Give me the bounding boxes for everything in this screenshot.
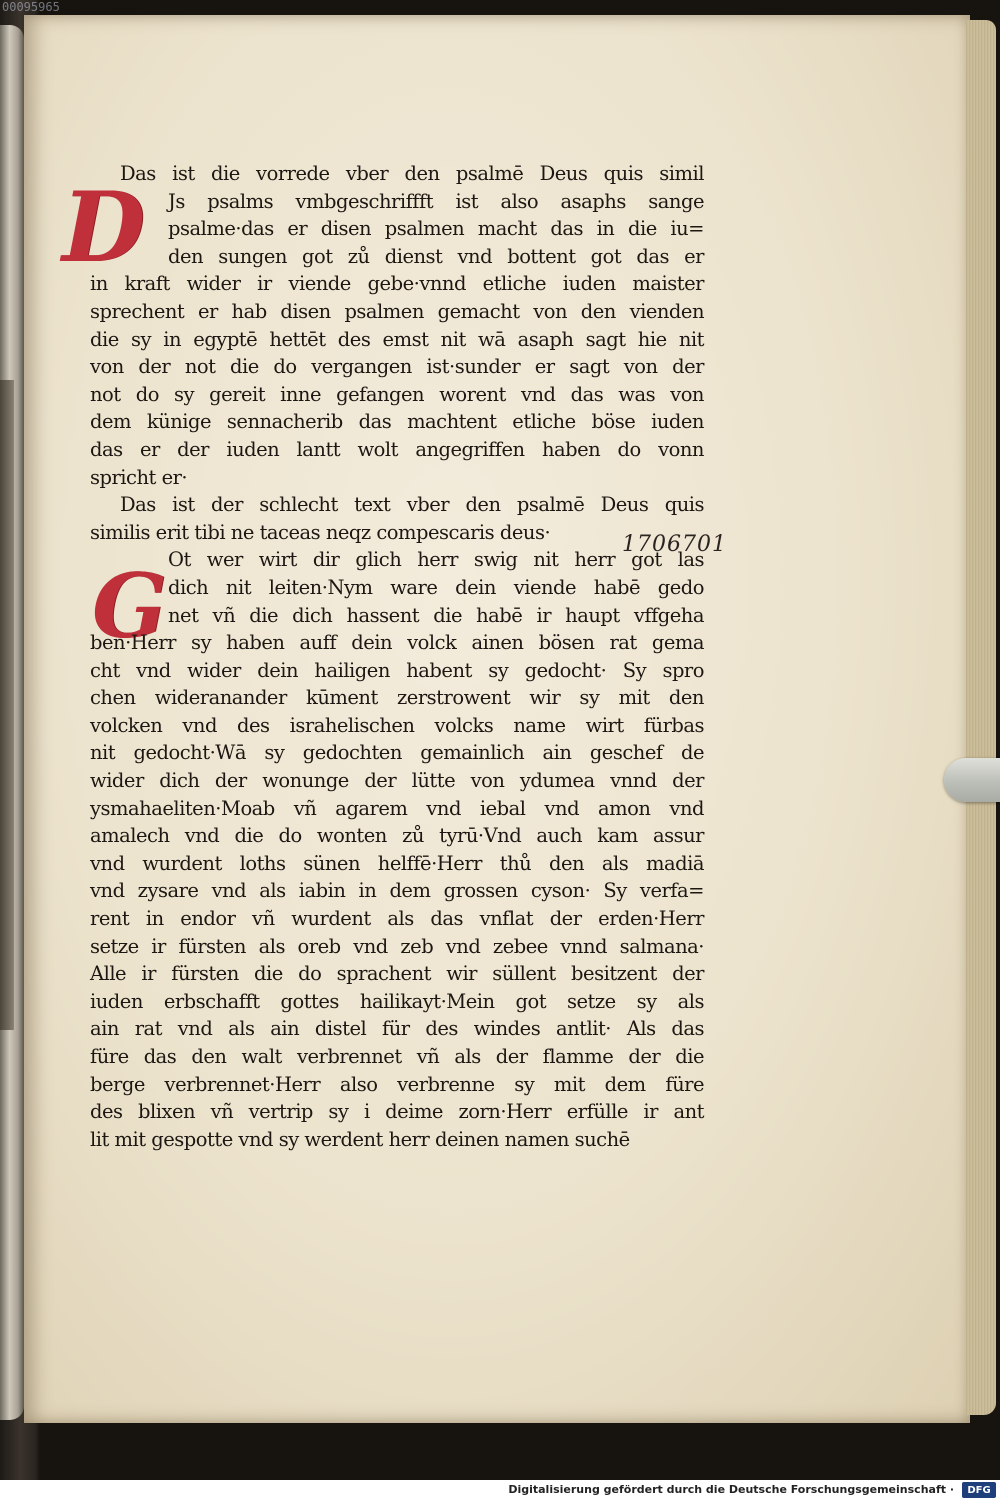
page-clip — [944, 758, 1000, 802]
text-line: ben·Herr sy haben auff dein volck ainen bösen rat gema — [90, 631, 704, 655]
text-line: des blixen vñ vertrip sy i deime zorn·Herr erfülle ir ant — [90, 1100, 704, 1124]
text-line: lit mit gespotte vnd sy werdent herr deinen namen suchē — [90, 1127, 630, 1151]
text-line: dem künige sennacherib das machtent etliche böse iuden — [90, 410, 704, 434]
text-line: psalme·das er disen psalmen macht das in die iu= — [168, 217, 704, 241]
text-line: not do sy gereit inne gefangen worent vnd das was von — [90, 382, 704, 406]
text-line: ysmahaeliten·Moab vñ agarem vnd iebal vnd amon vnd — [90, 796, 704, 820]
drop-initial-g: G — [92, 554, 168, 658]
drop-initial-d: D — [62, 171, 146, 284]
text-line: setze ir fürsten als oreb vnd zeb vnd zebee vnnd salmana· — [90, 934, 704, 958]
text-line: von der not die do vergangen ist·sunder er sagt von der — [90, 355, 704, 379]
text-line: dich nit leiten·Nym ware dein viende habē gedo — [168, 575, 704, 599]
text-line: vnd zysare vnd als iabin in dem grossen cyson· Sy verfa= — [90, 879, 704, 903]
text-line: chen wideranander kūment zerstrowent wir sy mit den — [90, 686, 704, 710]
handwritten-annotation: 1706701 — [622, 532, 727, 557]
text-line: nit gedocht·Wā sy gedochten gemainlich ain geschef de — [90, 741, 704, 765]
corner-identifier: 00095965 — [2, 0, 60, 14]
text-line: ain rat vnd als ain distel für des windes antlit· Als das — [90, 1017, 704, 1041]
page-stack-edge — [966, 20, 996, 1415]
text-line: similis erit tibi ne taceas neqz compescaris deus· — [90, 520, 551, 544]
text-line: rent in endor vñ wurdent als das vnflat der erden·Herr — [90, 907, 704, 931]
text-line: cht vnd wider dein hailigen habent sy gedocht· Sy spro — [90, 658, 704, 682]
text-line: sprechent er hab disen psalmen gemacht von den vienden — [90, 299, 704, 323]
funding-caption: Digitalisierung gefördert durch die Deutsche Forschungsgemeinschaft · — [508, 1483, 954, 1496]
text-line: volcken vnd des israhelischen volcks name wirt fürbas — [90, 713, 704, 737]
dfg-logo: DFG — [962, 1482, 996, 1498]
text-line: wider dich der wonunge der lütte von ydumea vnnd der — [90, 769, 704, 793]
text-line: net vñ die dich hassent die habē ir haupt vffgeha — [168, 603, 704, 627]
text-line: das er der iuden lantt wolt angegriffen haben do vonn — [90, 437, 704, 461]
text-line: berge verbrennet·Herr also verbrenne sy mit dem füre — [90, 1072, 704, 1096]
text-column — [90, 160, 704, 1153]
text-line: spricht er· — [90, 465, 188, 489]
text-line: den sungen got zů dienst vnd bottent got das er — [168, 244, 704, 268]
text-line: Das ist die vorrede vber den psalmē Deus quis simil — [120, 162, 704, 185]
text-line: Alle ir fürsten die do sprachent wir süllent besitzent der — [90, 962, 704, 986]
text-line: in kraft wider ir viende gebe·vnnd etliche iuden maister — [90, 272, 704, 296]
text-line: iuden erbschafft gottes hailikayt·Mein got setze sy als — [90, 989, 704, 1013]
text-line: füre das den walt verbrennet vñ als der flamme der die — [90, 1045, 704, 1068]
text-line: Js psalms vmbgeschriffft ist also asaphs sange — [168, 189, 704, 213]
text-line: vnd wurdent loths sünen helffē·Herr thů den als madiā — [90, 851, 704, 875]
text-line: Das ist der schlecht text vber den psalmē Deus quis — [120, 493, 704, 517]
text-line: die sy in egyptē hettēt des emst nit wā asaph sagt hie nit — [90, 327, 704, 351]
text-line: Ot wer wirt dir glich herr swig nit herr got las — [168, 548, 704, 572]
text-line: amalech vnd die do wonten zů tyrū·Vnd auch kam assur — [90, 824, 704, 848]
facing-page-text-strip — [0, 380, 14, 1030]
